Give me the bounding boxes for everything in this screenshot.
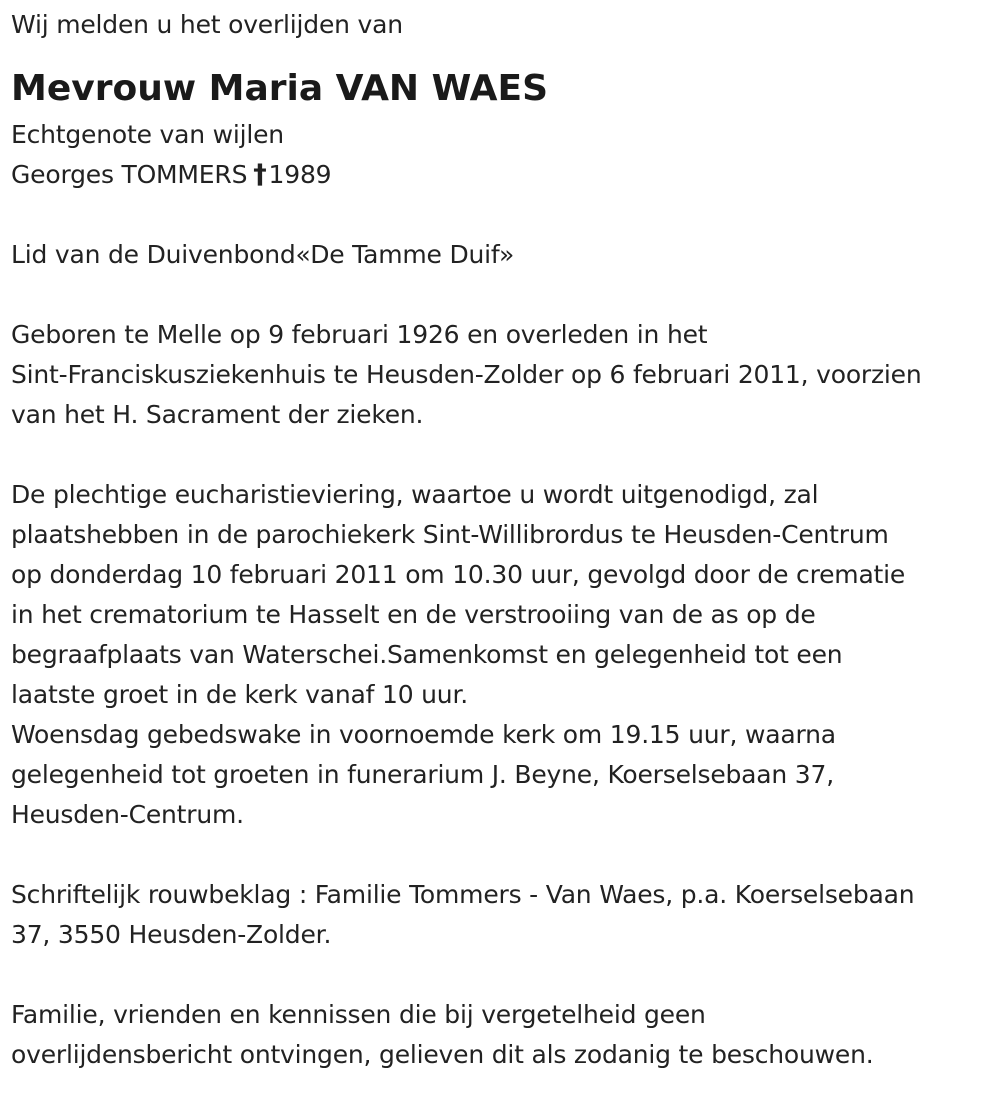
paragraph-line: in het crematorium te Hasselt en de verstrooiing van de as op de: [11, 600, 816, 629]
paragraph-line: gelegenheid tot groeten in funerarium J. Beyne, Koerselsebaan 37,: [11, 760, 834, 789]
spouse-relation: Echtgenote van wijlen: [11, 120, 284, 149]
spouse-name: Georges TOMMERS: [11, 160, 248, 189]
paragraph-line: De plechtige eucharistieviering, waartoe u wordt uitgenodigd, zal: [11, 480, 819, 509]
spouse-line: [11, 155, 996, 195]
ceremony-paragraph: [11, 475, 996, 835]
membership-text: Lid van de Duivenbond«De Tamme Duif»: [11, 240, 515, 269]
paragraph-line: Geboren te Melle op 9 februari 1926 en overleden in het: [11, 320, 708, 349]
paragraph-line: Heusden-Centrum.: [11, 800, 244, 829]
paragraph-line: plaatshebben in de parochiekerk Sint-Willibrordus te Heusden-Centrum: [11, 520, 889, 549]
paragraph-line: van het H. Sacrament der zieken.: [11, 400, 424, 429]
death-notice: [11, 5, 996, 1075]
spouse-death-year: 1989: [268, 160, 332, 189]
paragraph-line: begraafplaats van Waterschei.Samenkomst en gelegenheid tot een: [11, 640, 843, 669]
paragraph-line: overlijdensbericht ontvingen, gelieven dit als zodanig te beschouwen.: [11, 1040, 874, 1069]
paragraph-line: Schriftelijk rouwbeklag : Familie Tommers - Van Waes, p.a. Koerselsebaan: [11, 880, 915, 909]
paragraph-line: Familie, vrienden en kennissen die bij vergetelheid geen: [11, 1000, 706, 1029]
paragraph-line: op donderdag 10 februari 2011 om 10.30 uur, gevolgd door de crematie: [11, 560, 906, 589]
paragraph-line: Sint-Franciskusziekenhuis te Heusden-Zolder op 6 februari 2011, voorzien: [11, 360, 922, 389]
intro-text: Wij melden u het overlijden van: [11, 10, 403, 39]
condolences-paragraph: [11, 875, 996, 955]
birth-death-paragraph: [11, 315, 996, 435]
paragraph-line: Woensdag gebedswake in voornoemde kerk om 19.15 uur, waarna: [11, 720, 836, 749]
paragraph-line: laatste groet in de kerk vanaf 10 uur.: [11, 680, 468, 709]
paragraph-line: 37, 3550 Heusden-Zolder.: [11, 920, 332, 949]
cross-icon: †: [253, 159, 267, 190]
deceased-name: Mevrouw Maria VAN WAES: [11, 68, 549, 109]
closing-paragraph: [11, 995, 996, 1075]
